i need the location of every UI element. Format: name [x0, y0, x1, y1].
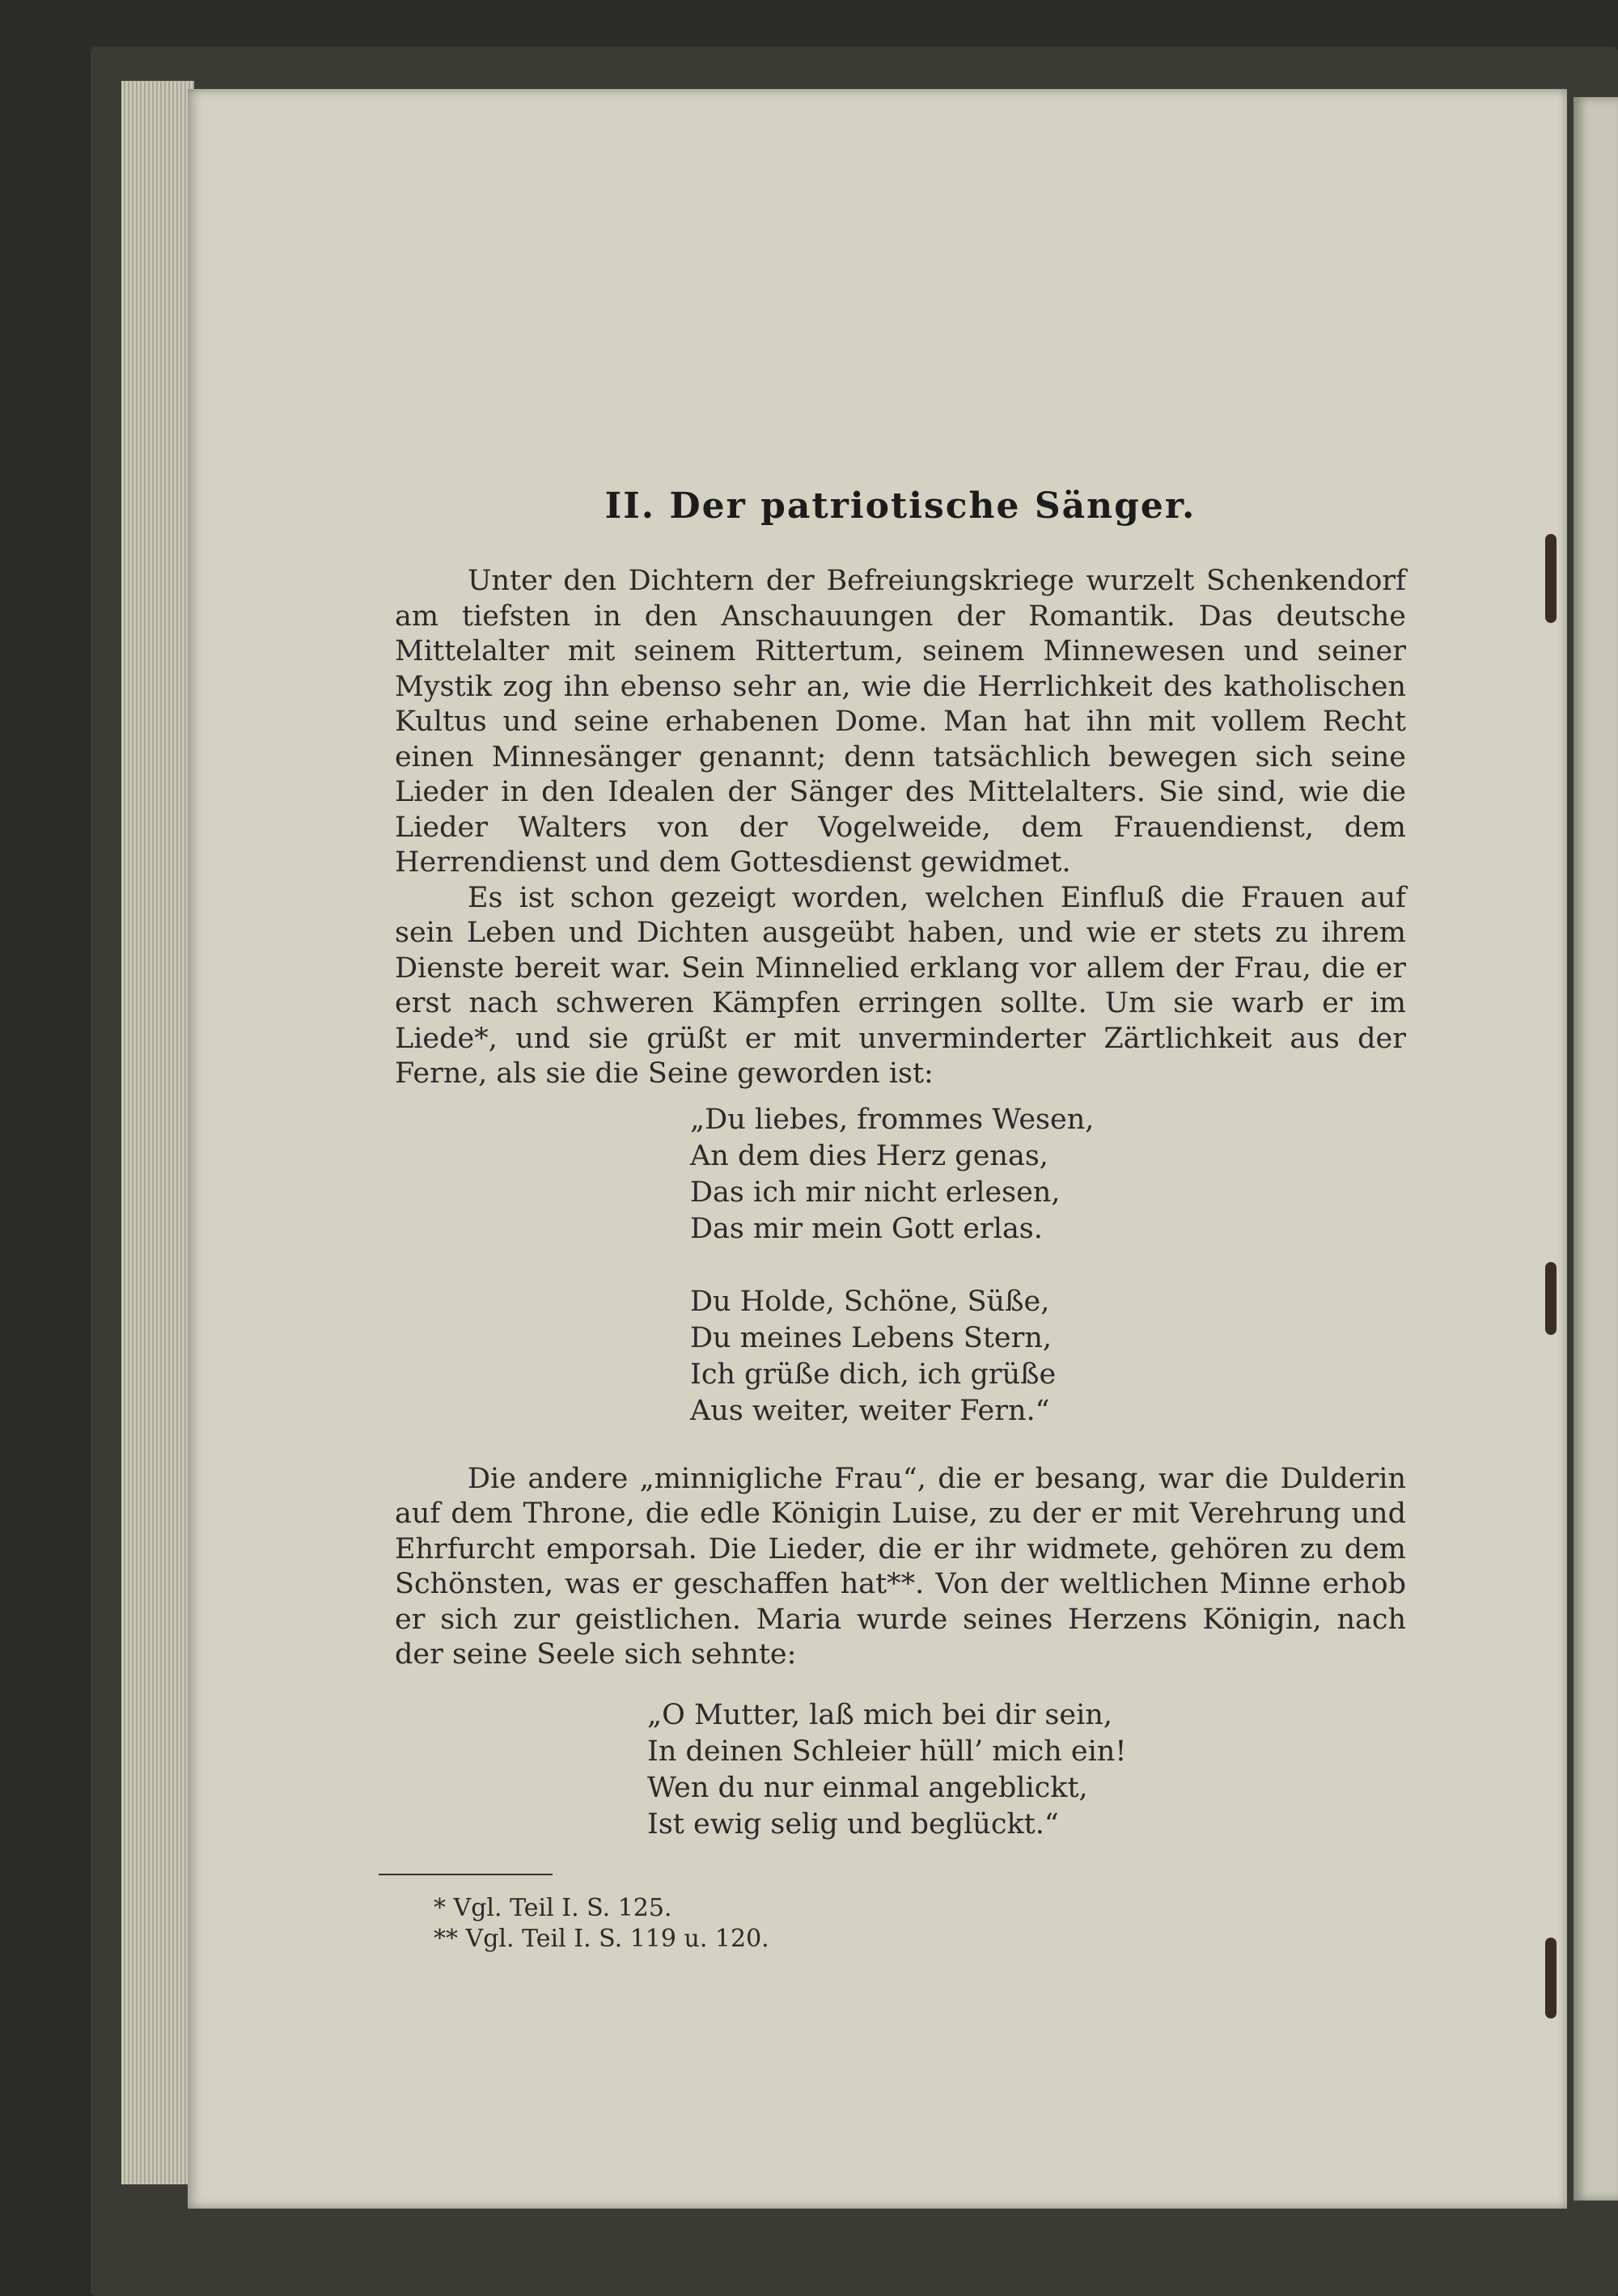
verse-line: Das ich mir nicht erlesen,	[690, 1176, 1061, 1209]
binding-clip	[1545, 1938, 1557, 2019]
verse-stanza-3	[647, 1697, 1406, 1843]
footnote-2: ** Vgl. Teil I. S. 119 u. 120.	[434, 1924, 769, 1953]
verse-line: „Du liebes, frommes Wesen,	[690, 1103, 1095, 1136]
verse-line: Wen du nur einmal angeblickt,	[647, 1771, 1088, 1804]
paragraph-3	[395, 1462, 1406, 1673]
binding-clip	[1545, 534, 1557, 623]
paragraph-text: Die andere „minnigliche Frau“, die er besang, war die Dulderin auf dem Throne, die edle Königin Luise, zu der er mit Verehrung und Ehrfurcht emporsah. Die Lieder, die er ihr widmete, gehören zu dem Schönsten, was er geschaffen hat**. Von der weltlichen Minne erhob er sich zur geistlichen. Maria wurde seines Herzens Königin, nach der seine Seele sich sehnte:	[395, 1462, 1406, 1671]
paragraph-text: Es ist schon gezeigt worden, welchen Einfluß die Frauen auf sein Leben und Dichten ausgeübt haben, und wie er stets zu ihrem Dienste bereit war. Sein Minnelied erklang vor allem der Frau, die er erst nach schweren Kämpfen erringen sollte. Um sie warb er im Liede*, und sie grüßt er mit unverminderter Zärtlichkeit aus der Ferne, als sie die Seine geworden ist:	[395, 881, 1406, 1090]
verse-line: Aus weiter, weiter Fern.“	[690, 1394, 1050, 1427]
binding-clip	[1545, 1262, 1557, 1335]
footnotes	[434, 1893, 1406, 1955]
paragraph-1	[395, 564, 1406, 881]
paragraph-2	[395, 881, 1406, 1092]
verse-line: Ich grüße dich, ich grüße	[690, 1358, 1057, 1391]
verse-stanza-2	[690, 1284, 1406, 1430]
footnote-1: * Vgl. Teil I. S. 125.	[434, 1893, 672, 1922]
facing-page-edge	[1574, 97, 1618, 2201]
verse-stanza-1	[690, 1102, 1406, 1248]
verse-line: An dem dies Herz genas,	[690, 1139, 1048, 1172]
verse-line: Ist ewig selig und beglückt.“	[647, 1807, 1059, 1841]
verse-line: Du meines Lebens Stern,	[690, 1321, 1053, 1354]
verse-line: Du Holde, Schöne, Süße,	[690, 1285, 1050, 1318]
verse-line: In deinen Schleier hüll’ mich ein!	[647, 1735, 1127, 1768]
paragraph-text: Unter den Dichtern der Befreiungskriege wurzelt Schenkendorf am tiefsten in den Anschauungen der Romantik. Das deutsche Mittelalter mit seinem Rittertum, seinem Minnewesen und seiner Mystik zog ihn ebenso sehr an, wie die Herrlichkeit des katholischen Kultus und seine erhabenen Dome. Man hat ihn mit vollem Recht einen Minnesänger genannt; denn tatsächlich bewegen sich seine Lieder in den Idealen der Sänger des Mittelalters. Sie sind, wie die Lieder Walters von der Vogelweide, dem Frauendienst, dem Herrendienst und dem Gottesdienst gewidmet.	[395, 565, 1406, 879]
verse-line: Das mir mein Gott erlas.	[690, 1212, 1043, 1245]
footnote-divider	[379, 1874, 553, 1875]
chapter-title: II. Der patriotische Sänger.	[604, 485, 1197, 527]
verse-line: „O Mutter, laß mich bei dir sein,	[647, 1698, 1112, 1731]
page-edges	[121, 81, 194, 2184]
page-content	[395, 485, 1406, 1955]
